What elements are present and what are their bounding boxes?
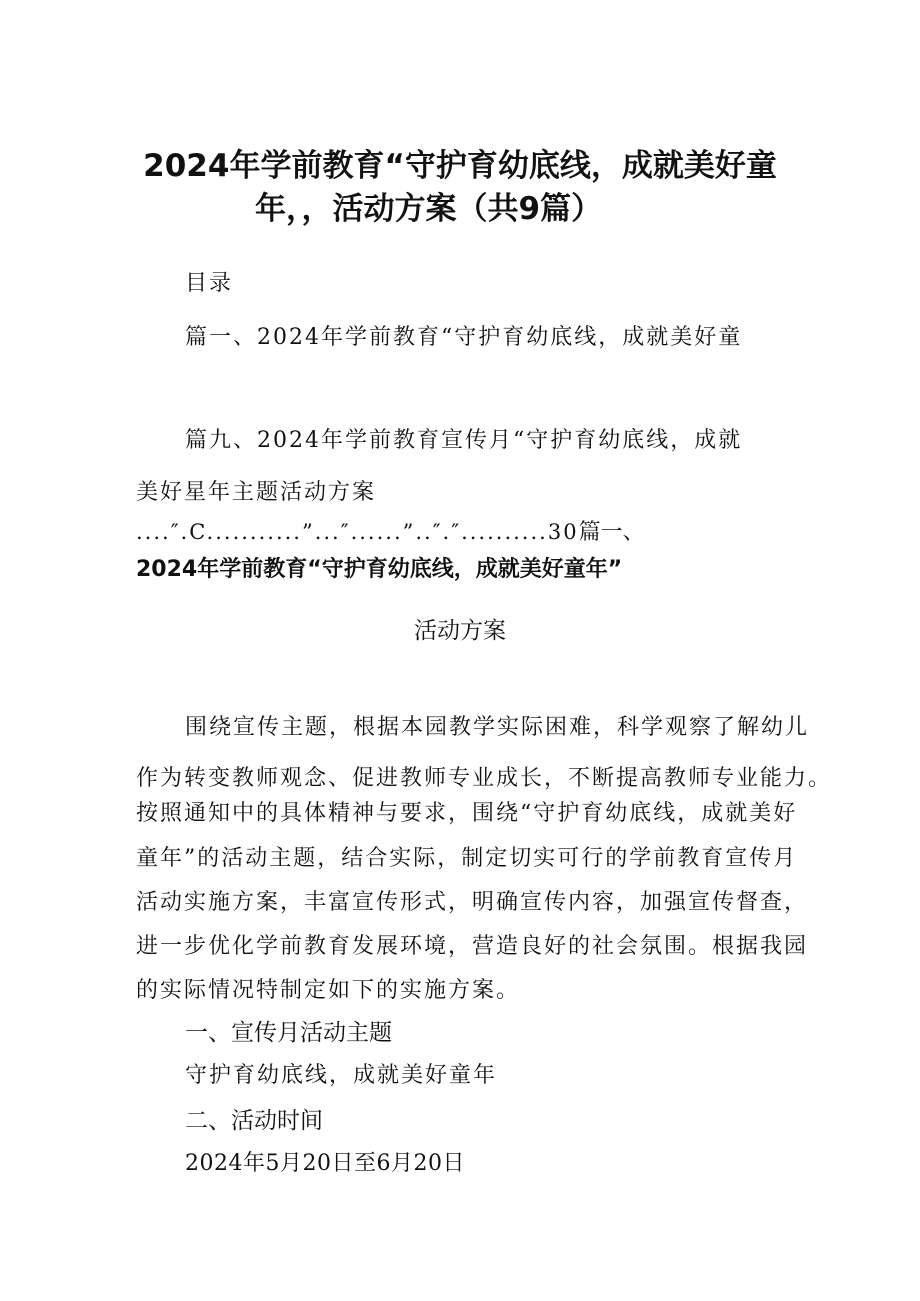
toc-entry-1: 篇一、2024年学前教育“守护育幼底线，成就美好童 — [185, 325, 743, 350]
paragraph-line-7: 的实际情况特制定如下的实施方案。 — [136, 978, 521, 1003]
paragraph-line-2: 作为转变教师观念、促进教师专业成长，不断提高教师专业能力。 — [136, 766, 833, 791]
section1-text: 守护育幼底线，成就美好童年 — [185, 1063, 498, 1088]
paragraph-line-4: 童年”的活动主题，结合实际，制定切实可行的学前教育宣传月 — [136, 846, 798, 871]
paragraph-line-1: 围绕宣传主题，根据本园教学实际困难，科学观察了解幼儿 — [185, 715, 810, 740]
paragraph-line-5: 活动实施方案，丰富宣传形式，明确宣传内容，加强宣传督查， — [136, 890, 809, 915]
paragraph-line-6: 进一步优化学前教育发展环境，营造良好的社会氛围。根据我园 — [136, 934, 809, 959]
article1-title-line2: 活动方案 — [414, 618, 506, 644]
section2-text: 2024年5月20日至6月20日 — [185, 1151, 465, 1176]
section1-heading: 一、宣传月活动主题 — [185, 1020, 392, 1046]
section2-heading: 二、活动时间 — [185, 1108, 323, 1134]
paragraph-line-3: 按照通知中的具体精神与要求，围绕“守护育幼底线，成就美好 — [136, 801, 798, 826]
article-start-label: 篇一、 — [578, 520, 645, 545]
toc-heading: 目录 — [185, 271, 234, 296]
toc-entry-9-line2: 美好星年主题活动方案 — [136, 480, 377, 505]
toc-entry-9-leader — [136, 515, 645, 546]
article1-title-line1: 2024年学前教育“守护育幼底线，成就美好童年” — [136, 557, 623, 582]
document-title-line2: 年，，活动方案（共9篇） — [255, 191, 603, 227]
toc-entry-9-dots: ....″.C...........”...″......”..″.″..........30 — [136, 520, 579, 544]
toc-entry-9-line1: 篇九、2024年学前教育宣传月“守护育幼底线，成就 — [185, 428, 743, 453]
document-title-line1: 2024年学前教育“守护育幼底线，成就美好童 — [143, 148, 777, 184]
